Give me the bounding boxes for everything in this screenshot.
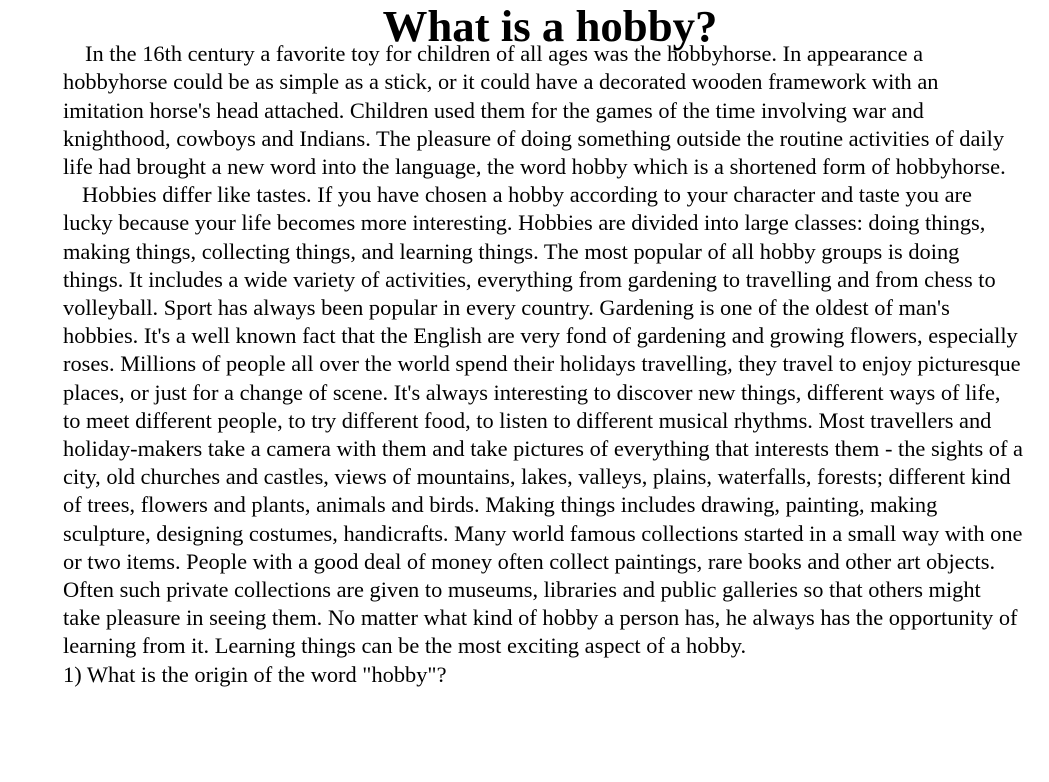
- document-body: [63, 1, 1023, 689]
- paragraph-hobby-types: Hobbies differ like tastes. If you have chosen a hobby according to your character and taste you are lucky because your life becomes more interesting. Hobbies are divided into large classes: doing things, making things, collecting things, and learning things. The most popular of all hobby groups is doing things. It includes a wide variety of activities, everything from gardening to travelling and from chess to volleyball. Sport has always been popular in every country. Gardening is one of the oldest of man's hobbies. It's a well known fact that the English are very fond of gardening and growing flowers, especially roses. Millions of people all over the world spend their holidays travelling, they travel to enjoy picturesque places, or just for a change of scene. It's always interesting to discover new things, different ways of life, to meet different people, to try different food, to listen to different musical rhythms. Most travellers and holiday-makers take a camera with them and take pictures of everything that interests them - the sights of a city, old churches and castles, views of mountains, lakes, valleys, plains, waterfalls, forests; different kind of trees, flowers and plants, animals and birds. Making things includes drawing, painting, making sculpture, designing costumes, handicrafts. Many world famous collections started in a small way with one or two items. People with a good deal of money often collect paintings, rare books and other art objects. Often such private collections are given to museums, libraries and public galleries so that others might take pleasure in seeing them. No matter what kind of hobby a person has, he always has the opportunity of learning from it. Learning things can be the most exciting aspect of a hobby.: [63, 182, 1023, 659]
- question-1: 1) What is the origin of the word "hobby"?: [63, 661, 447, 687]
- document-title: What is a hobby?: [382, 1, 718, 51]
- paragraph-history: In the 16th century a favorite toy for children of all ages was the hobbyhorse. In appearance a hobbyhorse could be as simple as a stick, or it could have a decorated wooden framework with an imitation horse's head attached. Children used them for the games of the time involving war and knighthood, cowboys and Indians. The pleasure of doing something outside the routine activities of daily life had brought a new word into the language, the word hobby which is a shortened form of hobbyhorse.: [63, 41, 1006, 180]
